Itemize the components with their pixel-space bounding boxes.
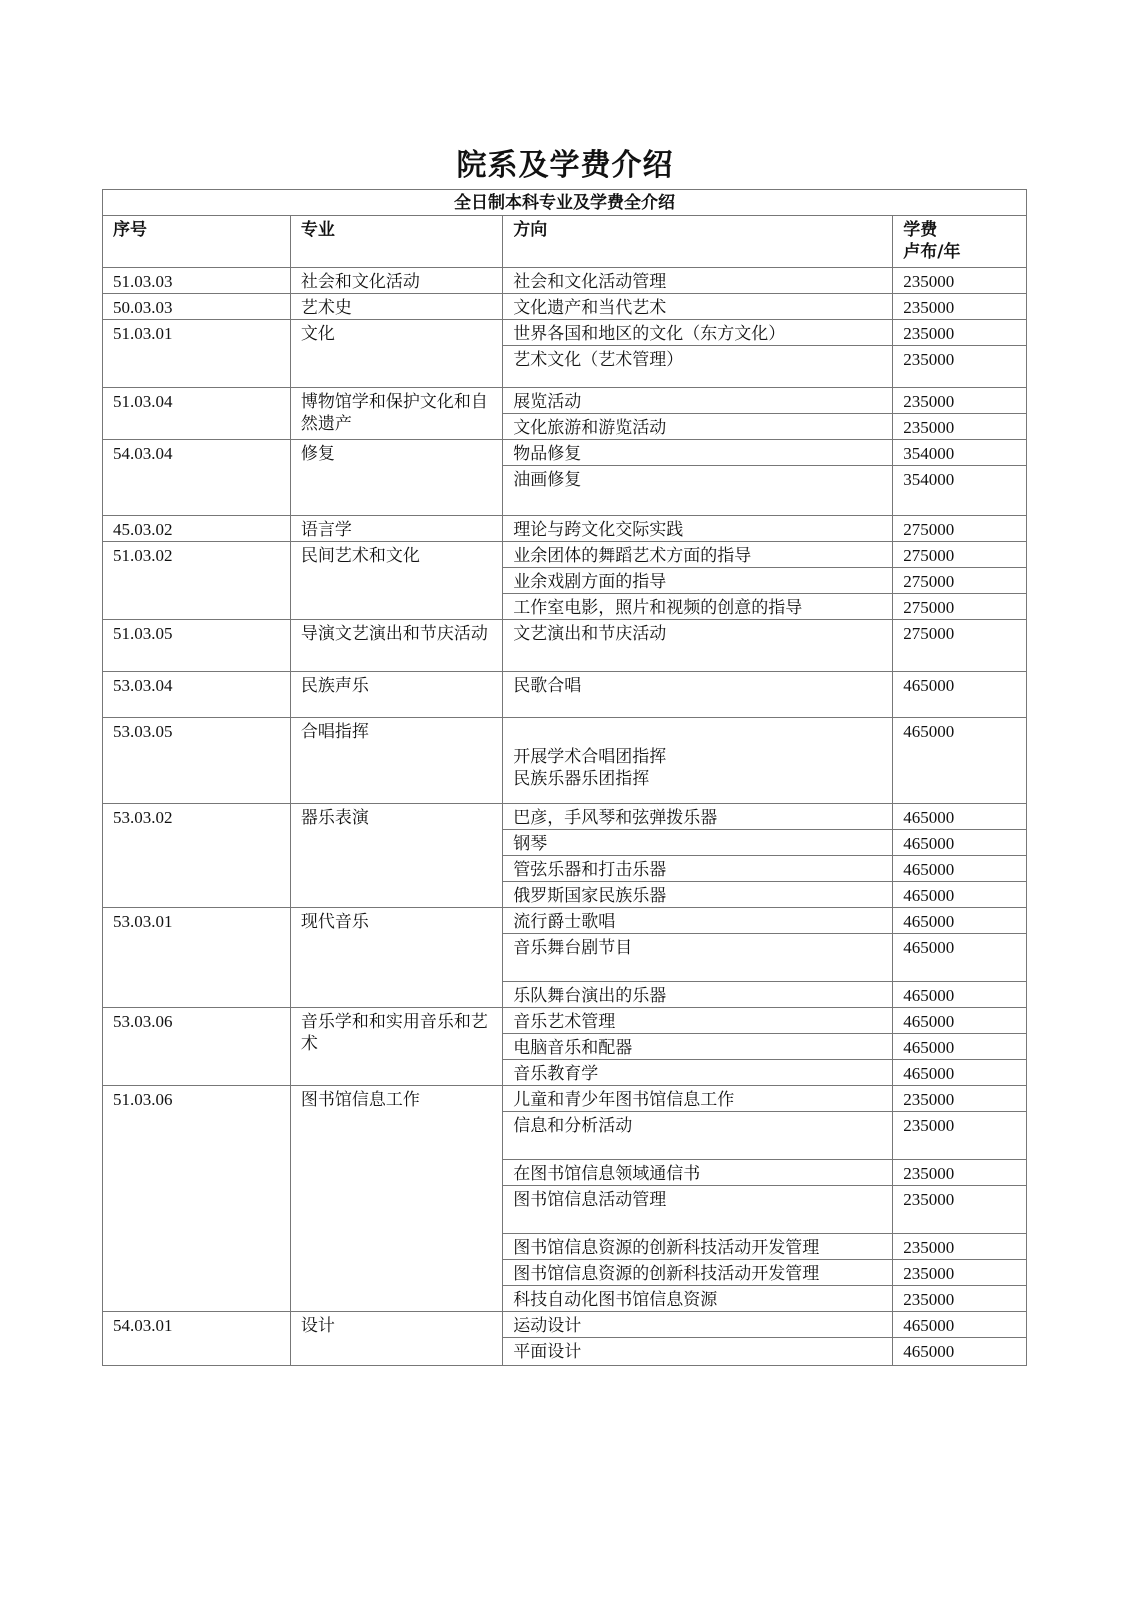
table-row: [103, 388, 1027, 414]
program-code: 50.03.03: [103, 294, 291, 320]
tuition-fee: 465000: [893, 882, 1027, 908]
table-row: [103, 804, 1027, 830]
header-fee-line1: 学费: [903, 220, 938, 240]
direction-cell: [503, 718, 893, 804]
direction-name: 业余团体的舞蹈艺术方面的指导: [503, 542, 893, 568]
header-major: 专业: [290, 216, 502, 268]
direction-name: 钢琴: [503, 830, 893, 856]
direction-name: 流行爵士歌唱: [503, 908, 893, 934]
tuition-fee: 465000: [893, 1034, 1027, 1060]
tuition-fee: 235000: [893, 1086, 1027, 1112]
tuition-fee: 275000: [893, 568, 1027, 594]
table-row: [103, 440, 1027, 466]
program-code: 54.03.01: [103, 1312, 291, 1366]
direction-name: 平面设计: [503, 1338, 893, 1366]
tuition-fee: 465000: [893, 908, 1027, 934]
direction-name: 运动设计: [503, 1312, 893, 1338]
tuition-fee: 275000: [893, 594, 1027, 620]
tuition-fee: 235000: [893, 1186, 1027, 1234]
direction-name: 开展学术合唱团指挥: [513, 746, 667, 767]
tuition-fee: 465000: [893, 672, 1027, 718]
table-row: [103, 320, 1027, 346]
major-name: 合唱指挥: [290, 718, 502, 804]
direction-name: 电脑音乐和配器: [503, 1034, 893, 1060]
direction-name: 社会和文化活动管理: [503, 268, 893, 294]
tuition-fee: 275000: [893, 516, 1027, 542]
table-body: [103, 268, 1027, 1366]
direction-name: 音乐艺术管理: [503, 1008, 893, 1034]
table-row: [103, 1086, 1027, 1112]
tuition-fee: 235000: [893, 414, 1027, 440]
major-name: 音乐学和和实用音乐和艺术: [290, 1008, 502, 1086]
tuition-fee: 235000: [893, 320, 1027, 346]
direction-name: 理论与跨文化交际实践: [503, 516, 893, 542]
program-code: 51.03.05: [103, 620, 291, 672]
fee-table: [102, 189, 1027, 1366]
tuition-fee: 465000: [893, 804, 1027, 830]
page-title: 院系及学费介绍: [456, 148, 674, 183]
tuition-fee: 235000: [893, 1112, 1027, 1160]
direction-name: 儿童和青少年图书馆信息工作: [503, 1086, 893, 1112]
direction-name: 科技自动化图书馆信息资源: [503, 1286, 893, 1312]
direction-name: 图书馆信息资源的创新科技活动开发管理: [503, 1234, 893, 1260]
program-code: 54.03.04: [103, 440, 291, 516]
tuition-fee: 465000: [893, 1008, 1027, 1034]
direction-name: 信息和分析活动: [503, 1112, 893, 1160]
direction-name: 巴彦，手风琴和弦弹拨乐器: [503, 804, 893, 830]
major-name: 导演文艺演出和节庆活动: [290, 620, 502, 672]
direction-name: 在图书馆信息领域通信书: [503, 1160, 893, 1186]
direction-name: 民族乐器乐团指挥: [513, 768, 650, 789]
header-direction: 方向: [503, 216, 893, 268]
tuition-fee: 275000: [893, 620, 1027, 672]
direction-name: 业余戏剧方面的指导: [503, 568, 893, 594]
tuition-fee: 235000: [893, 294, 1027, 320]
major-name: 语言学: [290, 516, 502, 542]
program-code: 51.03.02: [103, 542, 291, 620]
table-row: [103, 542, 1027, 568]
direction-name: 俄罗斯国家民族乐器: [503, 882, 893, 908]
program-code: 51.03.03: [103, 268, 291, 294]
tuition-fee: 465000: [893, 982, 1027, 1008]
tuition-fee: 465000: [893, 830, 1027, 856]
tuition-fee: 235000: [893, 346, 1027, 388]
major-name: 艺术史: [290, 294, 502, 320]
direction-name: 图书馆信息资源的创新科技活动开发管理: [503, 1260, 893, 1286]
tuition-fee: 465000: [893, 718, 1027, 804]
table-row: [103, 294, 1027, 320]
major-name: 博物馆学和保护文化和自然遗产: [290, 388, 502, 440]
header-fee: [893, 216, 1027, 268]
tuition-fee: 354000: [893, 466, 1027, 516]
major-name: 修复: [290, 440, 502, 516]
program-code: 53.03.06: [103, 1008, 291, 1086]
major-name: 器乐表演: [290, 804, 502, 908]
program-code: 53.03.02: [103, 804, 291, 908]
table-caption: 全日制本科专业及学费全介绍: [103, 190, 1027, 216]
direction-name: 艺术文化（艺术管理）: [503, 346, 893, 388]
direction-name: 油画修复: [503, 466, 893, 516]
major-name: 现代音乐: [290, 908, 502, 1008]
tuition-fee: 235000: [893, 1234, 1027, 1260]
direction-name: 管弦乐器和打击乐器: [503, 856, 893, 882]
program-code: 51.03.04: [103, 388, 291, 440]
direction-name: 文化遗产和当代艺术: [503, 294, 893, 320]
header-fee-unit: 卢布/年: [903, 242, 961, 262]
program-code: 53.03.04: [103, 672, 291, 718]
direction-name: 乐队舞台演出的乐器: [503, 982, 893, 1008]
major-name: 民间艺术和文化: [290, 542, 502, 620]
major-name: 文化: [290, 320, 502, 388]
tuition-fee: 354000: [893, 440, 1027, 466]
tuition-fee: 235000: [893, 388, 1027, 414]
direction-name: 工作室电影，照片和视频的创意的指导: [503, 594, 893, 620]
table-row: [103, 672, 1027, 718]
direction-name: 图书馆信息活动管理: [503, 1186, 893, 1234]
tuition-fee: 235000: [893, 1260, 1027, 1286]
tuition-fee: 275000: [893, 542, 1027, 568]
major-name: 社会和文化活动: [290, 268, 502, 294]
major-name: 设计: [290, 1312, 502, 1366]
tuition-fee: 235000: [893, 1286, 1027, 1312]
header-code: 序号: [103, 216, 291, 268]
tuition-fee: 465000: [893, 934, 1027, 982]
tuition-fee: 235000: [893, 1160, 1027, 1186]
direction-name: 展览活动: [503, 388, 893, 414]
table-row: [103, 908, 1027, 934]
tuition-fee: 465000: [893, 1060, 1027, 1086]
direction-name: 物品修复: [503, 440, 893, 466]
tuition-fee: 465000: [893, 1338, 1027, 1366]
table-row: [103, 516, 1027, 542]
direction-name: 民歌合唱: [503, 672, 893, 718]
direction-name: 文艺演出和节庆活动: [503, 620, 893, 672]
direction-name: 音乐舞台剧节目: [503, 934, 893, 982]
table-row: [103, 620, 1027, 672]
table-row: [103, 718, 1027, 804]
table-row: [103, 1008, 1027, 1034]
table-row: [103, 1312, 1027, 1338]
table-row: [103, 268, 1027, 294]
major-name: 图书馆信息工作: [290, 1086, 502, 1312]
program-code: 51.03.01: [103, 320, 291, 388]
direction-name: 世界各国和地区的文化（东方文化）: [503, 320, 893, 346]
program-code: 51.03.06: [103, 1086, 291, 1312]
program-code: 53.03.01: [103, 908, 291, 1008]
program-code: 45.03.02: [103, 516, 291, 542]
direction-name: 文化旅游和游览活动: [503, 414, 893, 440]
tuition-fee: 465000: [893, 856, 1027, 882]
tuition-fee: 235000: [893, 268, 1027, 294]
direction-name: 音乐教育学: [503, 1060, 893, 1086]
program-code: 53.03.05: [103, 718, 291, 804]
major-name: 民族声乐: [290, 672, 502, 718]
tuition-fee: 465000: [893, 1312, 1027, 1338]
